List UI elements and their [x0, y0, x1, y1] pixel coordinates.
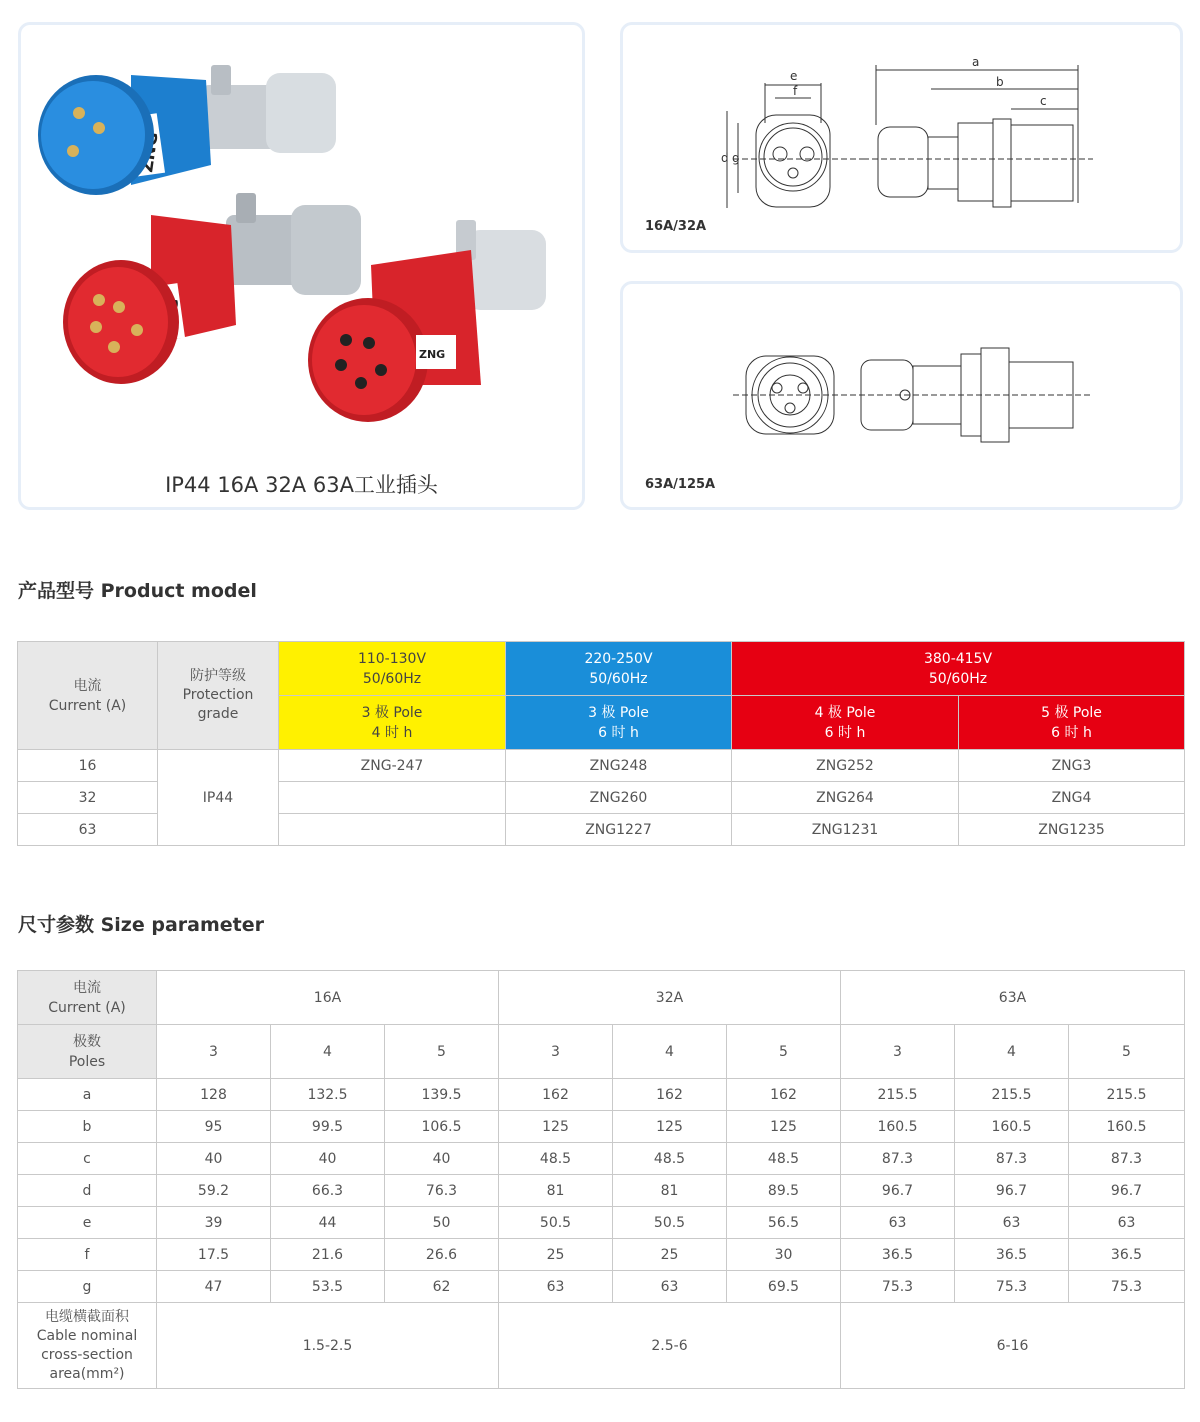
dimension-label: e: [18, 1207, 157, 1239]
dimension-value: 48.5: [613, 1143, 727, 1175]
header-pole-3-6h: 3 极 Pole 6 时 h: [506, 696, 732, 750]
header-pole: 5: [385, 1025, 499, 1079]
cell-model: [279, 814, 506, 846]
diagram-card-63a-125a: [620, 281, 1183, 510]
dimension-value: 95: [157, 1111, 271, 1143]
dimension-value: 50.5: [613, 1207, 727, 1239]
dimension-value: 66.3: [271, 1175, 385, 1207]
dimension-value: 63: [1069, 1207, 1185, 1239]
dimension-value: 89.5: [727, 1175, 841, 1207]
dim-label-a: a: [972, 55, 980, 69]
table-row: [18, 1143, 1185, 1175]
dimension-value: 63: [841, 1207, 955, 1239]
header-pole: 3: [841, 1025, 955, 1079]
header-group-16a: 16A: [157, 971, 499, 1025]
dimension-value: 69.5: [727, 1271, 841, 1303]
header-pole-5-6h: 5 极 Pole 6 时 h: [959, 696, 1185, 750]
dimension-value: 63: [613, 1271, 727, 1303]
dimension-value: 53.5: [271, 1271, 385, 1303]
dimension-label: a: [18, 1079, 157, 1111]
dimension-value: 132.5: [271, 1079, 385, 1111]
cable-value-16a: 1.5-2.5: [157, 1303, 499, 1389]
header-pole: 5: [1069, 1025, 1185, 1079]
dimension-value: 96.7: [955, 1175, 1069, 1207]
plug-photo-illustration: [21, 25, 582, 507]
dim-label-f: f: [793, 84, 798, 98]
size-rows: [18, 1079, 1185, 1303]
diagram-label-63a-125a: 63A/125A: [645, 477, 716, 492]
dimension-value: 40: [385, 1143, 499, 1175]
dimension-label: d: [18, 1175, 157, 1207]
dimension-drawing-16a-32a: [623, 25, 1180, 250]
dimension-value: 162: [727, 1079, 841, 1111]
dim-label-d: d: [721, 151, 729, 165]
dimension-label: c: [18, 1143, 157, 1175]
dimension-value: 96.7: [1069, 1175, 1185, 1207]
dimension-value: 50: [385, 1207, 499, 1239]
dim-label-e: e: [790, 69, 798, 83]
cell-model: ZNG1231: [732, 814, 959, 846]
dimension-value: 125: [613, 1111, 727, 1143]
header-group-32a: 32A: [499, 971, 841, 1025]
dimension-value: 62: [385, 1271, 499, 1303]
cell-model: ZNG1235: [959, 814, 1185, 846]
dimension-value: 162: [499, 1079, 613, 1111]
dimension-value: 87.3: [1069, 1143, 1185, 1175]
dim-label-b: b: [996, 75, 1004, 89]
header-pole: 4: [955, 1025, 1069, 1079]
dimension-label: f: [18, 1239, 157, 1271]
dimension-value: 125: [499, 1111, 613, 1143]
cell-model: ZNG248: [506, 750, 732, 782]
table-row: [18, 1271, 1185, 1303]
header-pole: 5: [727, 1025, 841, 1079]
header-poles: 极数 Poles: [18, 1025, 157, 1079]
cell-current: 16: [18, 750, 158, 782]
dimension-value: 160.5: [955, 1111, 1069, 1143]
header-pole-3-4h: 3 极 Pole 4 时 h: [279, 696, 506, 750]
table-row: [18, 1079, 1185, 1111]
dimension-value: 25: [499, 1239, 613, 1271]
header-current: 电流 Current (A): [18, 642, 158, 750]
header-voltage-220: 220-250V 50/60Hz: [506, 642, 732, 696]
cable-label: 电缆横截面积 Cable nominal cross-section area(mm²): [18, 1303, 157, 1389]
dimension-value: 59.2: [157, 1175, 271, 1207]
dimension-label: b: [18, 1111, 157, 1143]
dimension-value: 125: [727, 1111, 841, 1143]
photo-caption: IP44 16A 32A 63A工业插头: [165, 473, 438, 497]
dimension-value: 44: [271, 1207, 385, 1239]
dimension-value: 139.5: [385, 1079, 499, 1111]
dimension-value: 40: [271, 1143, 385, 1175]
dimension-value: 48.5: [727, 1143, 841, 1175]
dimension-value: 17.5: [157, 1239, 271, 1271]
dimension-value: 36.5: [955, 1239, 1069, 1271]
dimension-value: 215.5: [841, 1079, 955, 1111]
dimension-value: 63: [955, 1207, 1069, 1239]
dimension-value: 87.3: [955, 1143, 1069, 1175]
dimension-value: 36.5: [841, 1239, 955, 1271]
table-row: [18, 1175, 1185, 1207]
product-model-table: [17, 641, 1185, 846]
size-parameter-title: 尺寸参数 Size parameter: [18, 914, 265, 936]
dimension-label: g: [18, 1271, 157, 1303]
dim-label-c: c: [1040, 94, 1047, 108]
dimension-value: 50.5: [499, 1207, 613, 1239]
dimension-value: 47: [157, 1271, 271, 1303]
cell-model: ZNG4: [959, 782, 1185, 814]
product-photo-card: [18, 22, 585, 510]
header-protection-grade: 防护等级 Protection grade: [158, 642, 279, 750]
table-row: [18, 1111, 1185, 1143]
dimension-value: 81: [613, 1175, 727, 1207]
dimension-value: 162: [613, 1079, 727, 1111]
dimension-value: 36.5: [1069, 1239, 1185, 1271]
dimension-value: 106.5: [385, 1111, 499, 1143]
header-pole: 3: [499, 1025, 613, 1079]
header-current: 电流 Current (A): [18, 971, 157, 1025]
table-row: [18, 1207, 1185, 1239]
dimension-value: 21.6: [271, 1239, 385, 1271]
size-parameter-table: [17, 970, 1185, 1389]
cell-model: ZNG260: [506, 782, 732, 814]
dimension-value: 75.3: [841, 1271, 955, 1303]
diagram-card-16a-32a: [620, 22, 1183, 253]
dimension-value: 75.3: [1069, 1271, 1185, 1303]
cell-model: [279, 782, 506, 814]
header-voltage-110: 110-130V 50/60Hz: [279, 642, 506, 696]
header-pole-4-6h: 4 极 Pole 6 时 h: [732, 696, 959, 750]
dimension-value: 63: [499, 1271, 613, 1303]
cable-value-32a: 2.5-6: [499, 1303, 841, 1389]
dimension-value: 96.7: [841, 1175, 955, 1207]
cell-current: 63: [18, 814, 158, 846]
dimension-value: 215.5: [955, 1079, 1069, 1111]
blue-plug-image: [38, 65, 336, 195]
cell-model: ZNG252: [732, 750, 959, 782]
dimension-value: 215.5: [1069, 1079, 1185, 1111]
dimension-value: 99.5: [271, 1111, 385, 1143]
dimension-value: 160.5: [1069, 1111, 1185, 1143]
cell-model: ZNG1227: [506, 814, 732, 846]
cell-model: ZNG-247: [279, 750, 506, 782]
header-group-63a: 63A: [841, 971, 1185, 1025]
dimension-value: 128: [157, 1079, 271, 1111]
dimension-value: 76.3: [385, 1175, 499, 1207]
dimension-value: 75.3: [955, 1271, 1069, 1303]
table-row: [18, 1239, 1185, 1271]
product-model-title: 产品型号 Product model: [18, 580, 257, 602]
cable-value-63a: 6-16: [841, 1303, 1185, 1389]
table-row: [18, 750, 1185, 782]
cell-model: ZNG3: [959, 750, 1185, 782]
dimension-value: 160.5: [841, 1111, 955, 1143]
cell-model: ZNG264: [732, 782, 959, 814]
dimension-value: 25: [613, 1239, 727, 1271]
diagram-label-16a-32a: 16A/32A: [645, 219, 707, 234]
dim-label-g: g: [732, 151, 740, 165]
header-pole: 4: [271, 1025, 385, 1079]
header-voltage-380: 380-415V 50/60Hz: [732, 642, 1185, 696]
header-pole: 4: [613, 1025, 727, 1079]
cell-protection: IP44: [158, 750, 279, 846]
cell-current: 32: [18, 782, 158, 814]
dimension-value: 48.5: [499, 1143, 613, 1175]
dimension-value: 30: [727, 1239, 841, 1271]
header-pole: 3: [157, 1025, 271, 1079]
dimension-value: 56.5: [727, 1207, 841, 1239]
brand-logo-red-right: ZNG: [419, 348, 446, 361]
dimension-value: 81: [499, 1175, 613, 1207]
dimension-value: 87.3: [841, 1143, 955, 1175]
dimension-value: 39: [157, 1207, 271, 1239]
dimension-drawing-63a-125a: [623, 284, 1180, 507]
dimension-value: 26.6: [385, 1239, 499, 1271]
dimension-value: 40: [157, 1143, 271, 1175]
